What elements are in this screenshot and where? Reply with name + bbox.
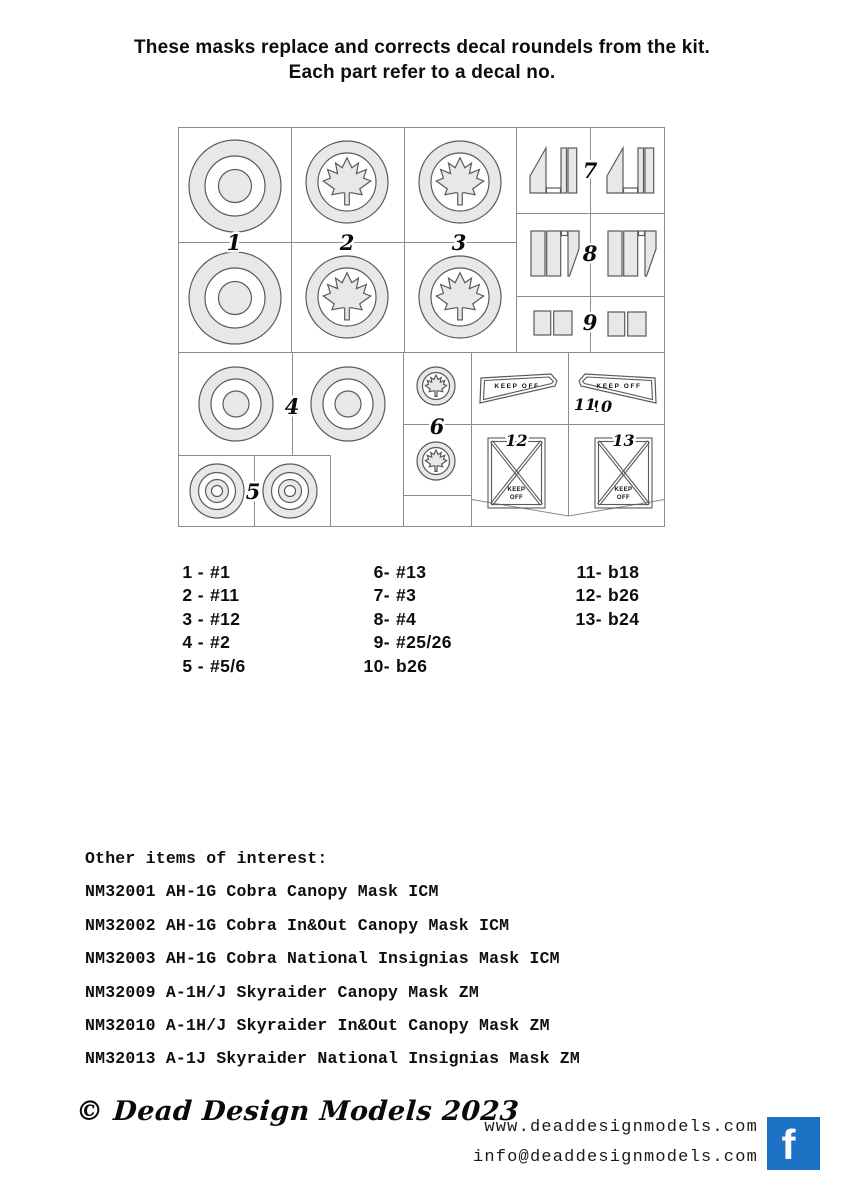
legend-item: 11- b18 [576, 562, 640, 582]
part-number-11: 11 [573, 395, 597, 414]
part-number-13: 13 [612, 431, 635, 450]
facebook-f-glyph: f [781, 1121, 796, 1168]
part-number-3: 3 [451, 230, 467, 255]
part-number-7: 7 [582, 158, 598, 183]
sheet-title-line2: Each part refer to a decal no. [288, 62, 556, 83]
other-item: NM32010 A-1H/J Skyraider In&Out Canopy Mask ZM [85, 1016, 550, 1036]
part-number-2: 2 [339, 230, 355, 255]
other-items-list [85, 842, 580, 1076]
other-item: NM32002 AH-1G Cobra In&Out Canopy Mask ICM [85, 915, 510, 935]
legend-item: 1 - #1 [182, 562, 231, 582]
keep-off-text-11: KEEP OFF [596, 383, 642, 390]
legend-item: 2 - #11 [182, 585, 240, 606]
contact-block [473, 1113, 758, 1173]
keep-text-13: KEEP [614, 487, 633, 493]
mask-part-10 [480, 374, 557, 403]
part-number-8: 8 [582, 241, 598, 266]
facebook-icon[interactable] [767, 1117, 820, 1170]
keep-off-text-10: KEEP OFF [494, 383, 540, 390]
legend-column-1 [180, 561, 246, 678]
other-item: NM32001 AH-1G Cobra Canopy Mask ICM [85, 882, 439, 902]
sheet-title [0, 35, 844, 85]
part-number-9: 9 [582, 310, 598, 335]
legend-column-2 [350, 561, 452, 678]
mask-layout-diagram [176, 125, 666, 529]
copyright-signature: © Dead Design Models 2023 [74, 1096, 521, 1127]
legend-item: 6- #13 [373, 562, 427, 582]
legend-item: 13- b24 [575, 608, 640, 629]
legend-column-3 [571, 561, 639, 631]
off-text-13: OFF [616, 495, 631, 501]
part-number-6: 6 [429, 414, 445, 439]
legend-item: 8- #4 [373, 608, 417, 629]
part-number-1: 1 [226, 230, 242, 255]
part-number-4: 4 [284, 394, 300, 419]
email-link[interactable]: info@deaddesignmodels.com [472, 1148, 758, 1167]
legend-item: 7- #3 [373, 585, 417, 606]
part-number-5: 5 [245, 479, 261, 504]
legend-item: 4 - #2 [182, 632, 231, 653]
part-number-12: 12 [505, 431, 528, 450]
sheet-title-line1: These masks replace and corrects decal roundels from the kit. [133, 37, 711, 58]
legend-item: 10- b26 [363, 655, 428, 676]
off-text-12: OFF [509, 495, 524, 501]
part-number-10: 10 [589, 397, 613, 416]
website-link[interactable]: www.deaddesignmodels.com [484, 1118, 758, 1137]
other-item: NM32003 AH-1G Cobra National Insignias Mask ICM [85, 949, 560, 969]
legend-item: 12- b26 [575, 585, 640, 606]
legend-item: 5 - #5/6 [182, 655, 246, 676]
keep-text-12: KEEP [507, 487, 526, 493]
other-items-heading: Other items of interest: [85, 849, 328, 868]
other-item: NM32013 A-1J Skyraider National Insignias Mask ZM [85, 1049, 580, 1069]
legend-item: 3 - #12 [182, 608, 241, 629]
legend-item: 9- #25/26 [373, 632, 452, 653]
other-item: NM32009 A-1H/J Skyraider Canopy Mask ZM [85, 982, 479, 1002]
